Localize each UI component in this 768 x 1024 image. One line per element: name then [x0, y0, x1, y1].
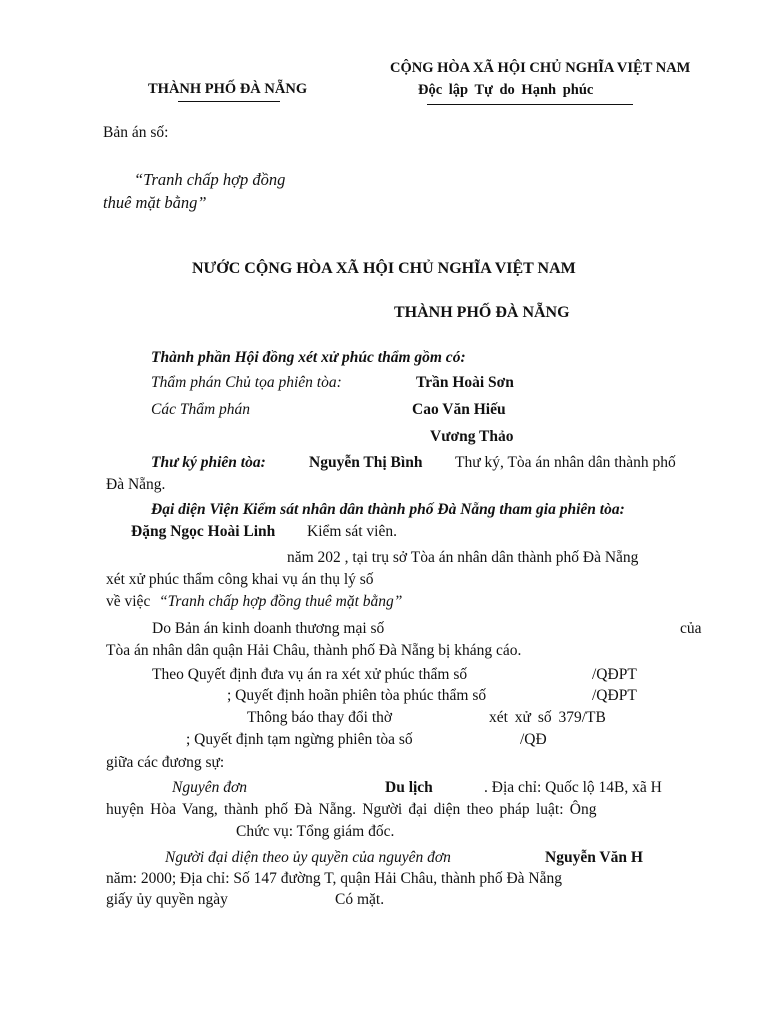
suspension-decision-line: ; Quyết định tạm ngừng phiên tòa số: [186, 731, 413, 748]
postpone-decision-line: ; Quyết định hoãn phiên tòa phúc thẩm số: [227, 687, 487, 704]
hearing-subject: “Tranh chấp hợp đồng thuê mặt bằng”: [159, 593, 403, 610]
suspension-decision-code: /QĐ: [520, 731, 547, 748]
clerk-role: Thư ký, Tòa án nhân dân thành phố: [455, 454, 676, 471]
document-title-line-2: THÀNH PHỐ ĐÀ NẴNG: [394, 304, 570, 321]
parties-intro: giữa các đương sự:: [106, 754, 225, 771]
hearing-date-line: năm 202 , tại trụ sở Tòa án nhân dân thành phố Đà Nẵng: [287, 549, 639, 566]
authorization-date-label: giấy ủy quyền ngày: [106, 891, 228, 908]
document-title-line-1: NƯỚC CỘNG HÒA XÃ HỘI CHỦ NGHĨA VIỆT NAM: [192, 260, 576, 277]
clerk-label: Thư ký phiên tòa:: [151, 454, 266, 471]
authorized-rep-label: Người đại diện theo ủy quyền của nguyên đơn: [165, 849, 451, 866]
trial-decision-code: /QĐPT: [592, 666, 637, 683]
appealed-court-line: Tòa án nhân dân quận Hải Châu, thành phố Đà Nẵng bị kháng cáo.: [106, 642, 522, 659]
trial-decision-line: Theo Quyết định đưa vụ án ra xét xử phúc thẩm số: [152, 666, 468, 683]
hearing-subject-prefix: về việc: [106, 593, 151, 610]
plaintiff-address: . Địa chỉ: Quốc lộ 14B, xã H: [484, 779, 662, 796]
presiding-judge-name: Trần Hoài Sơn: [416, 374, 514, 391]
presiding-judge-label: Thẩm phán Chủ tọa phiên tòa:: [151, 374, 342, 391]
schedule-change-number: xét xử số 379/TB: [489, 709, 606, 726]
case-subject-line-1: “Tranh chấp hợp đồng: [134, 170, 286, 189]
procurator-role: Kiểm sát viên.: [307, 523, 397, 540]
authorized-rep-name: Nguyễn Văn H: [545, 849, 643, 866]
appealed-judgment-line: Do Bản án kinh doanh thương mại số: [152, 620, 385, 637]
clerk-role-cont: Đà Nẵng.: [106, 476, 166, 493]
case-number-label: Bản án số:: [103, 124, 169, 141]
panel-heading: Thành phần Hội đồng xét xử phúc thẩm gồm có:: [151, 349, 466, 366]
hearing-case-line: xét xử phúc thẩm công khai vụ án thụ lý số: [106, 571, 374, 588]
plaintiff-position: Chức vụ: Tổng giám đốc.: [236, 823, 395, 840]
national-title-header: CỘNG HÒA XÃ HỘI CHỦ NGHĨA VIỆT NAM: [390, 60, 691, 76]
plaintiff-label: Nguyên đơn: [172, 779, 247, 796]
appealed-judgment-line-end: của: [680, 620, 702, 637]
case-subject-line-2: thuê mặt bằng”: [103, 193, 207, 212]
postpone-decision-code: /QĐPT: [592, 687, 637, 704]
procurator-name: Đặng Ngọc Hoài Linh: [131, 523, 276, 540]
procuracy-label: Đại diện Viện Kiểm sát nhân dân thành phố Đà Nẵng tham gia phiên tòa:: [151, 501, 625, 518]
clerk-name: Nguyễn Thị Bình: [309, 454, 423, 471]
judges-label: Các Thẩm phán: [151, 401, 251, 418]
judge-name-1: Cao Văn Hiếu: [412, 401, 506, 418]
header-right-underline: [427, 104, 633, 105]
judge-name-2: Vương Thảo: [430, 428, 514, 445]
plaintiff-name: Du lịch: [385, 779, 433, 796]
court-city-header: THÀNH PHỐ ĐÀ NẴNG: [148, 81, 308, 97]
plaintiff-legal-rep-line: huyện Hòa Vang, thành phố Đà Nẵng. Người đại diện theo pháp luật: Ông: [106, 801, 597, 818]
schedule-change-notice: Thông báo thay đổi thờ: [247, 709, 393, 726]
national-motto-header: Độc lập Tự do Hạnh phúc: [418, 82, 594, 98]
header-left-underline: [178, 101, 280, 102]
authorized-rep-address: năm: 2000; Địa chỉ: Số 147 đường T, quận Hải Châu, thành phố Đà Nẵng: [106, 870, 562, 887]
attendance-status: Có mặt.: [335, 891, 385, 908]
